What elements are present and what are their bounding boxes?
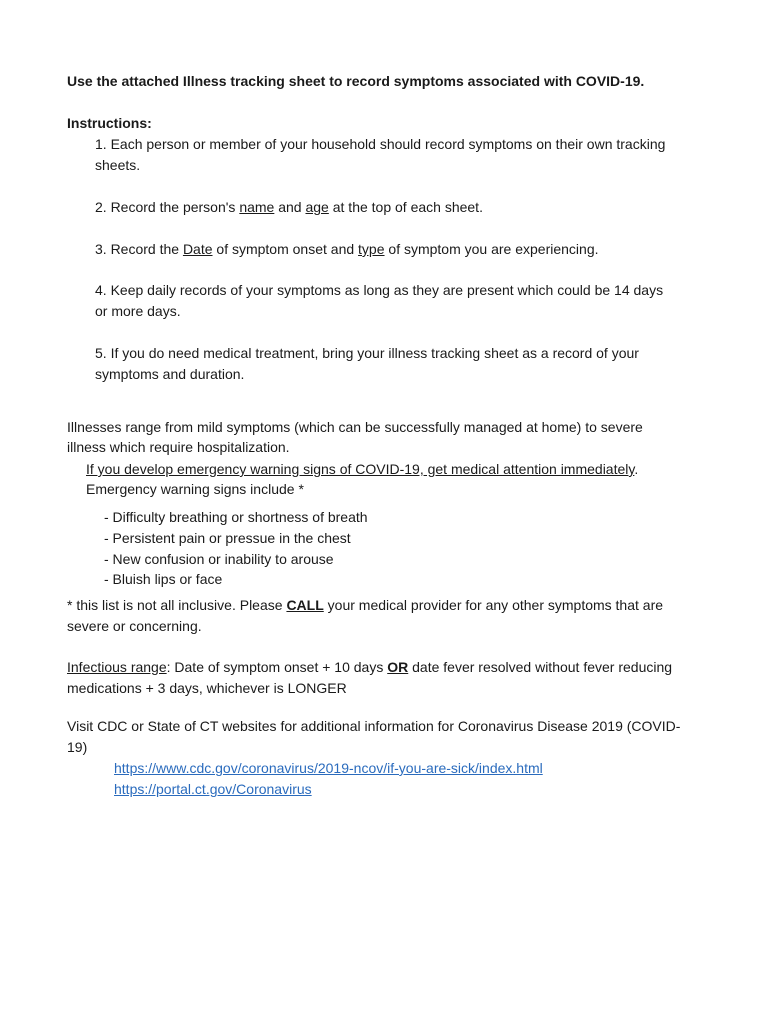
inclusive-note-text: * this list is not all inclusive. Please: [67, 597, 287, 613]
emergency-attention-text: If you develop emergency warning signs of COVID-19, get medical attention immediately: [86, 461, 635, 477]
warning-sign-item: - Difficulty breathing or shortness of breath: [104, 509, 368, 525]
cdc-link[interactable]: https://www.cdc.gov/coronavirus/2019-ncov/if-you-are-sick/index.html: [114, 760, 543, 776]
warning-sign-item: - Bluish lips or face: [104, 571, 223, 587]
emergency-warning-line: [86, 460, 638, 478]
instruction-item-2-text: 2. Record the person's: [95, 199, 240, 215]
infectious-range: [67, 658, 672, 676]
visit-text-cont: 19): [67, 739, 88, 755]
instruction-item-4-cont: or more days.: [95, 303, 181, 319]
infectious-range-end: date fever resolved without fever reducing: [408, 659, 673, 675]
type-term: type: [358, 241, 385, 257]
name-term: name: [239, 199, 275, 215]
illness-range-text-cont: illness which require hospitalization.: [67, 439, 290, 455]
instruction-item-3: [95, 240, 599, 258]
infectious-range-cont: medications + 3 days, whichever is LONGER: [67, 680, 347, 696]
instruction-item-2-end: at the top of each sheet.: [328, 199, 483, 215]
infectious-range-label: Infectious range: [67, 659, 167, 675]
inclusive-note-end: your medical provider for any other symptoms that are: [323, 597, 664, 613]
date-term: Date: [182, 241, 213, 257]
age-term: age: [305, 199, 329, 215]
ct-portal-link[interactable]: https://portal.ct.gov/Coronavirus: [114, 781, 312, 797]
visit-text: Visit CDC or State of CT websites for additional information for Coronavirus Disease 2019 (COVID-: [67, 718, 681, 734]
warning-sign-item: - New confusion or inability to arouse: [104, 551, 334, 567]
warning-sign-item: - Persistent pain or pressue in the chest: [104, 530, 351, 546]
illness-range-text: Illnesses range from mild symptoms (which can be successfully managed at home) to severe: [67, 419, 643, 435]
instruction-item-1: 1. Each person or member of your household should record symptoms on their own tracking: [95, 136, 666, 152]
instruction-item-4: 4. Keep daily records of your symptoms as long as they are present which could be 14 days: [95, 282, 664, 298]
or-emphasis: OR: [387, 659, 409, 675]
instructions-label: Instructions:: [67, 115, 152, 131]
infectious-range-text: : Date of symptom onset + 10 days: [166, 659, 388, 675]
instruction-item-3-text: 3. Record the: [95, 241, 183, 257]
inclusive-note-cont: severe or concerning.: [67, 618, 202, 634]
instruction-item-5-cont: symptoms and duration.: [95, 366, 245, 382]
instruction-item-3-end: of symptom you are experiencing.: [384, 241, 599, 257]
page-heading: Use the attached Illness tracking sheet to record symptoms associated with COVID-19.: [67, 73, 645, 89]
instruction-item-2-and: and: [274, 199, 306, 215]
instruction-item-2: [95, 198, 483, 216]
instruction-item-5: 5. If you do need medical treatment, bring your illness tracking sheet as a record of your: [95, 345, 639, 361]
instruction-item-1-cont: sheets.: [95, 157, 141, 173]
instruction-item-3-mid: of symptom onset and: [212, 241, 359, 257]
emergency-period: .: [634, 461, 639, 477]
inclusive-note: [67, 596, 663, 614]
warning-signs-intro: Emergency warning signs include *: [86, 481, 304, 497]
call-emphasis: CALL: [286, 597, 324, 613]
